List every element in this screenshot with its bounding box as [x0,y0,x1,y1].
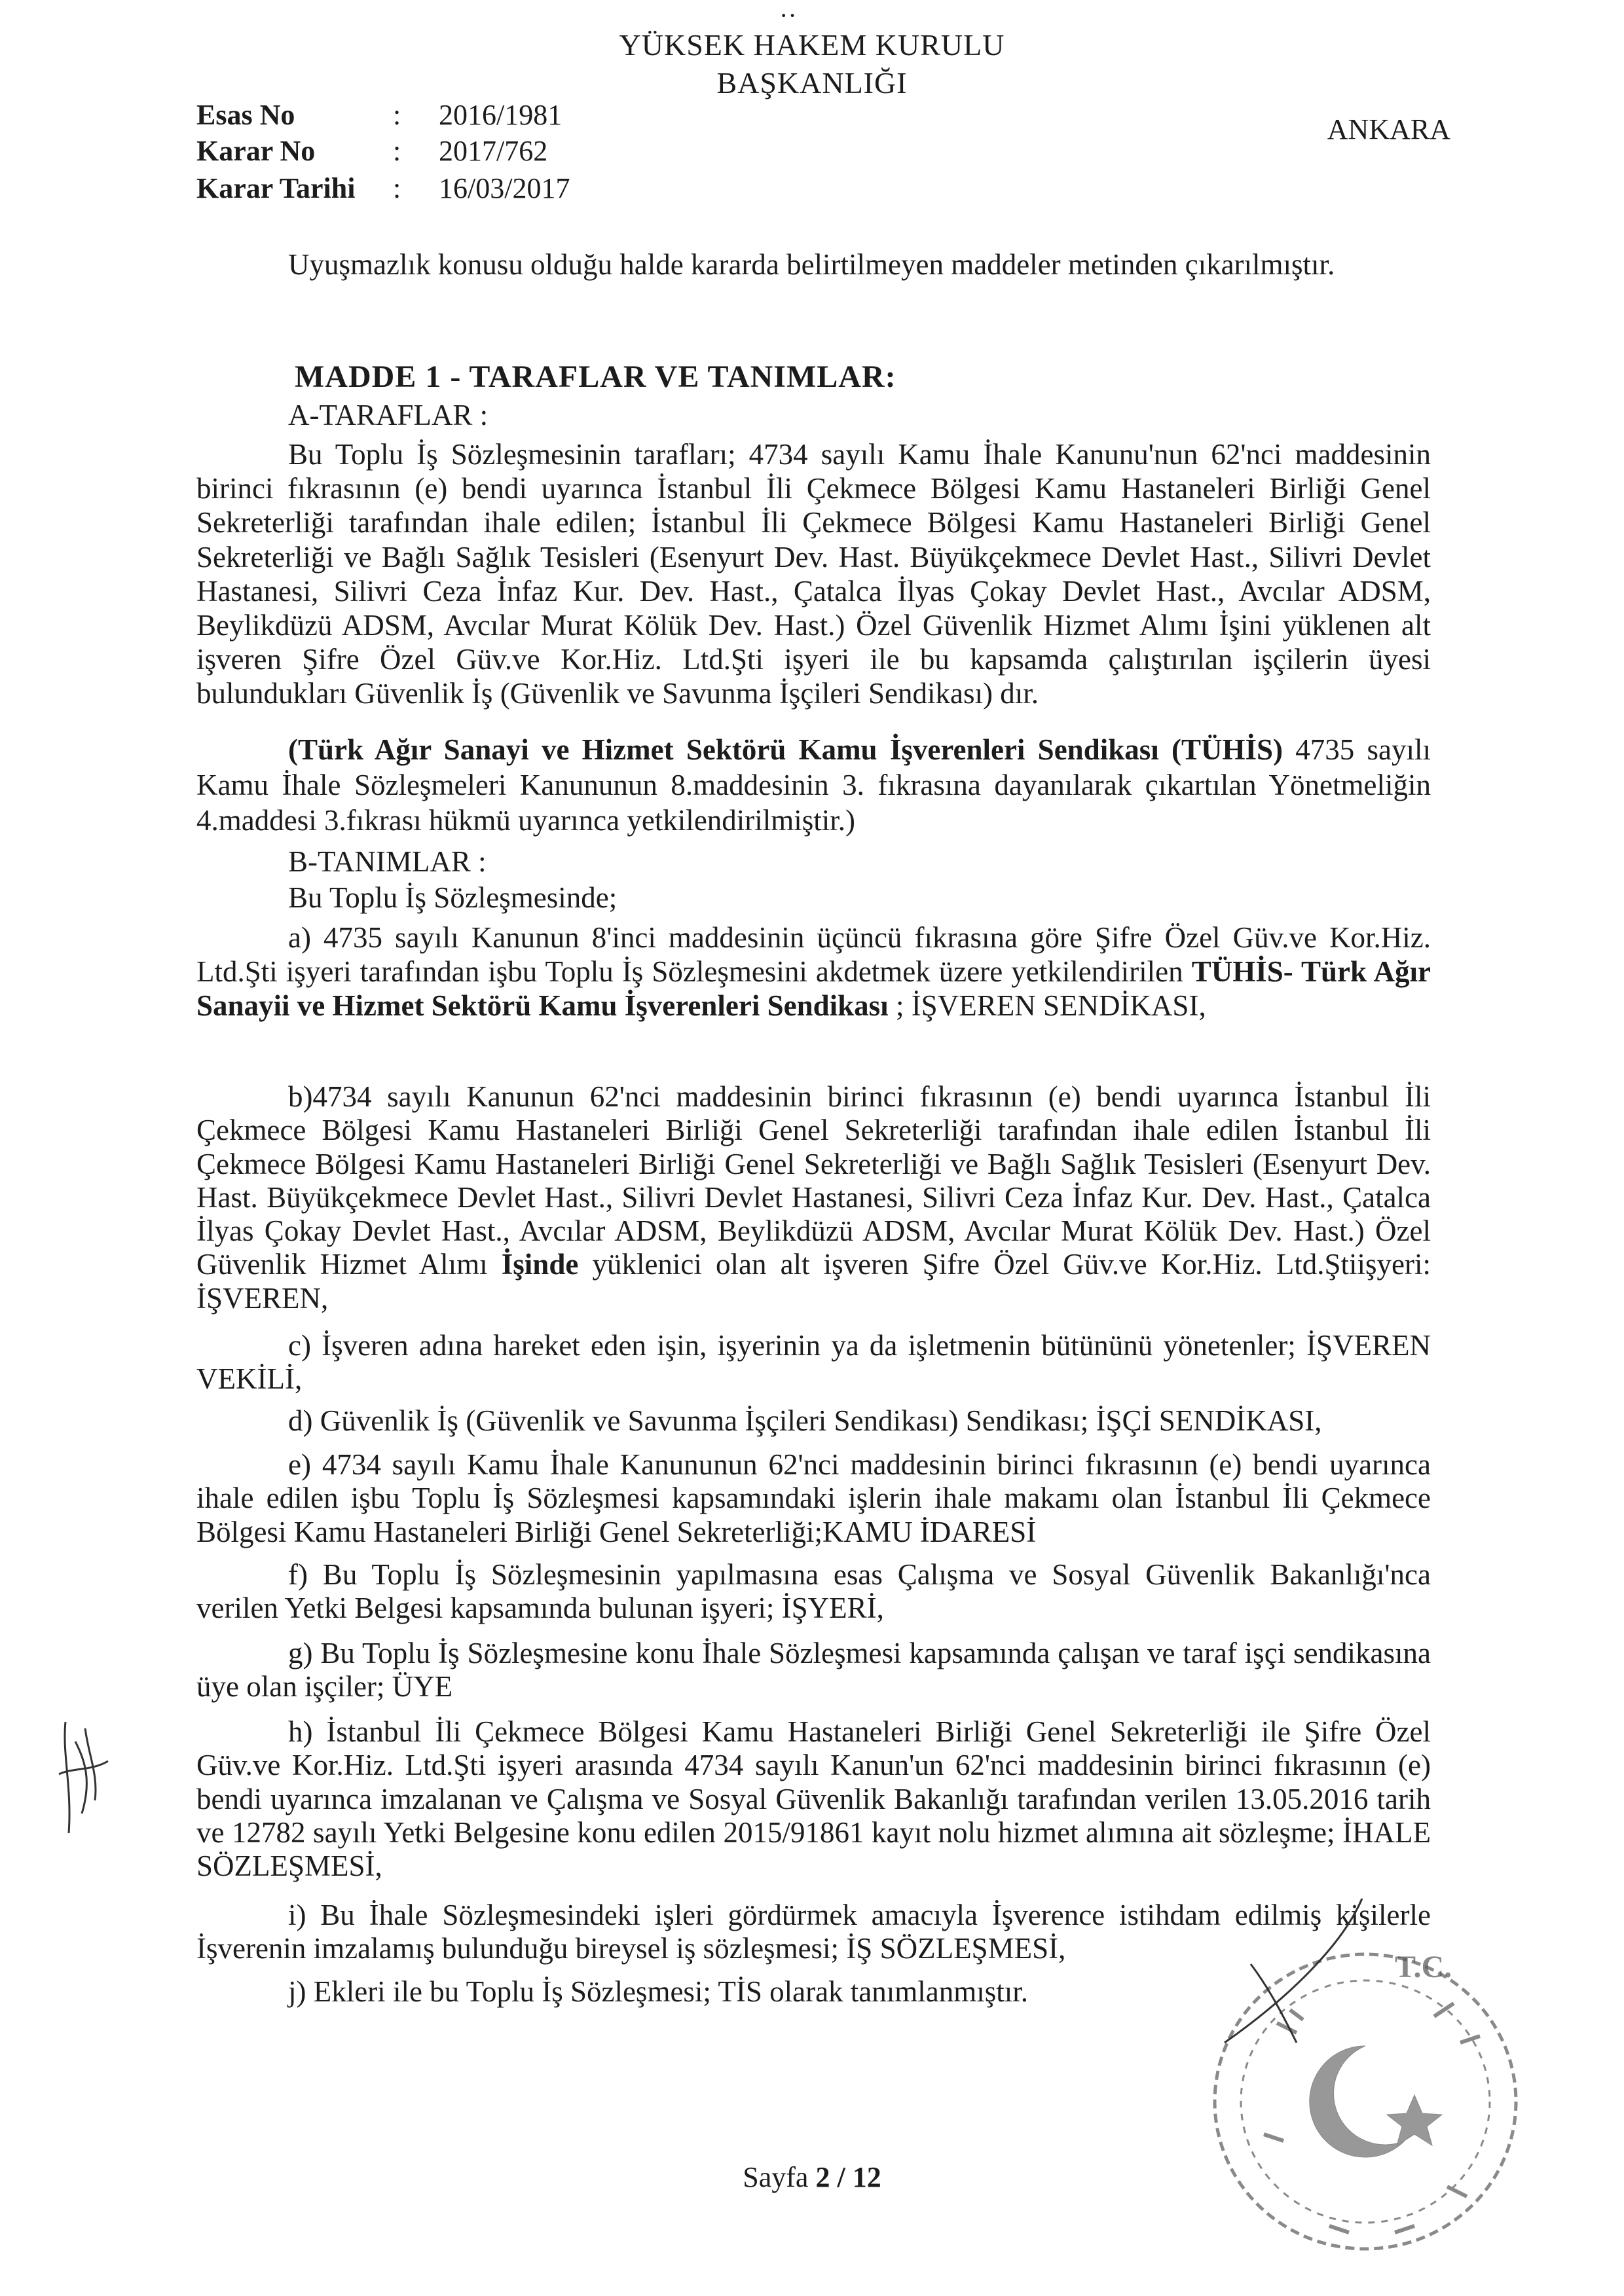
meta-label: Karar No [196,135,316,167]
meta-karar-no [196,134,547,173]
definition-item-g: g) Bu Toplu İş Sözleşmesine konu İhale Sözleşmesi kapsamında çalışan ve taraf işçi sendikasına üye olan işçiler; ÜYE [196,1637,1431,1704]
item-a-pre: a) 4735 sayılı Kanunun 8'inci maddesinin üçüncü fıkrasına göre Şifre Özel Güv.ve Kor.Hiz. Ltd.Şti işyeri tarafından işbu Toplu İş Sözleşmesini akdetmek üzere yetkilendirilen [196,921,1431,989]
tuhis-paragraph [196,732,1431,838]
definition-item-b [196,1080,1431,1315]
page-prefix: Sayfa [743,2161,809,2193]
item-a-bold: TÜHİS- Türk Ağır Sanayii ve Hizmet Sektörü Kamu İşverenleri Sendikası [196,955,1431,1023]
page-sep: / [837,2161,845,2193]
item-b-bold: İşinde [501,1248,579,1281]
definition-item-j: j) Ekleri ile bu Toplu İş Sözleşmesi; TİS olarak tanımlanmıştır. [288,1975,1029,2008]
official-stamp [1198,1938,1539,2291]
definition-item-i: i) Bu İhale Sözleşmesindeki işleri gördürmek amacıyla İşverence istihdam edilmiş kişilerle İşverenin imzalamış bulunduğu bireysel iş sözleşmesi; İŞ SÖZLEŞMESİ, [196,1899,1431,1965]
meta-label: Karar Tarihi [196,172,356,204]
b-tanimlar-title: B-TANIMLAR : [288,845,487,878]
b-tanimlar-intro: Bu Toplu İş Sözleşmesinde; [288,881,618,914]
page-total: 12 [852,2161,881,2193]
item-b-pre: b)4734 sayılı Kanunun 62'nci maddesinin birinci fıkrasının (e) bendi uyarınca İstanbul İli Çekmece Bölgesi Kamu Hastaneleri Birliği Genel Sekreterliği tarafından ihale edilen İstanbul İli Çekmece Bölgesi Kamu Hastaneleri Birliği Genel Sekreterliği ve Bağlı Sağlık Tesisleri (Esenyurt Dev. Hast. Büyükçekmece Devlet Hast., Silivri Devlet Hastanesi, Silivri Ceza İnfaz Kur. Dev. Hast., Çatalca İlyas Çokay Devlet Hast., Avcılar ADSM, Beylikdüzü ADSM, Avcılar Murat Kölük Dev. Hast.) Özel Güvenlik Hizmet Alımı [196,1080,1431,1281]
top-mark: ·· [779,1,797,30]
definition-item-e: e) 4734 sayılı Kamu İhale Kanununun 62'nci maddesinin birinci fıkrasının (e) bendi uyarınca ihale edilen işbu Toplu İş Sözleşmesi kapsamındaki işlerin ihale makamı olan İstanbul İli Çekmece Bölgesi Kamu Hastaneleri Birliği Genel Sekreterliği;KAMU İDARESİ [196,1448,1431,1548]
meta-value: 2016/1981 [439,99,563,131]
meta-value: 2017/762 [439,135,548,167]
intro-paragraph: Uyuşmazlık konusu olduğu halde kararda belirtilmeyen maddeler metinden çıkarılmıştır. [288,248,1335,281]
definition-item-c: c) İşveren adına hareket eden işin, işyerinin ya da işletmenin bütününü yönetenler; İŞVEREN VEKİLİ, [196,1329,1431,1396]
signature-mark [46,1715,118,1846]
definition-item-f: f) Bu Toplu İş Sözleşmesinin yapılmasına esas Çalışma ve Sosyal Güvenlik Bakanlığı'nca verilen Yetki Belgesi kapsamında bulunan işyeri; İŞYERİ, [196,1558,1431,1625]
definition-item-d: d) Güvenlik İş (Güvenlik ve Savunma İşçileri Sendikası) Sendikası; İŞÇİ SENDİKASI, [288,1404,1322,1437]
meta-sep: : [393,172,401,204]
madde-1-heading: MADDE 1 - TARAFLAR VE TANIMLAR: [295,359,896,394]
item-a-post: ; İŞVEREN SENDİKASI, [895,989,1206,1023]
meta-value: 16/03/2017 [439,172,570,204]
page-current: 2 [815,2161,830,2193]
meta-label: Esas No [196,99,295,131]
meta-sep: : [393,99,401,131]
tuhis-rest-text: 4735 sayılı Kamu İhale Sözleşmeleri Kanununun 8.maddesinin 3. fıkrasına dayanılarak çıkartılan Yönetmeliğin 4.maddesi 3.fıkrası hükmü uyarınca yetkilendirilmiştir.) [196,733,1431,837]
meta-karar-tarihi [196,172,570,211]
meta-esas-no [196,98,562,137]
item-b-post: yüklenici olan alt işveren Şifre Özel Güv.ve Kor.Hiz. Ltd.Ştiişyeri: İŞVEREN, [196,1248,1431,1315]
org-name-line1: YÜKSEK HAKEM KURULU [619,28,1005,62]
a-taraflar-title: A-TARAFLAR : [288,399,489,431]
a-taraflar-text: Bu Toplu İş Sözleşmesinin tarafları; 4734 sayılı Kamu İhale Kanunu'nun 62'nci maddesinin birinci fıkrasının (e) bendi uyarınca İstanbul İli Çekmece Bölgesi Kamu Hastaneleri Birliği Genel Sekreterliği tarafından ihale edilen; İstanbul İli Çekmece Bölgesi Kamu Hastaneleri Birliği Genel Sekreterliği ve Bağlı Sağlık Tesisleri (Esenyurt Dev. Hast. Büyükçekmece Devlet Hast., Silivri Devlet Hastanesi, Silivri Ceza İnfaz Kur. Dev. Hast., Çatalca İlyas Çokay Devlet Hast., Avcılar ADSM, Beylikdüzü ADSM, Avcılar Murat Kölük Dev. Hast.) Özel Güvenlik Hizmet Alımı İşini yüklenen alt işveren Şifre Özel Güv.ve Kor.Hiz. Ltd.Şti işyeri ile bu kapsamda çalıştırılan işçilerin üyesi bulundukları Güvenlik İş (Güvenlik ve Savunma İşçileri Sendikası) dır. [196,438,1431,710]
definition-item-a [196,920,1431,1023]
stamp-text: T.C. [1395,1950,1452,1984]
tuhis-bold-text: (Türk Ağır Sanayi ve Hizmet Sektörü Kamu İşverenleri Sendikası (TÜHİS) [288,733,1283,766]
definition-item-h: h) İstanbul İli Çekmece Bölgesi Kamu Hastaneleri Birliği Genel Sekreterliği ile Şifre Özel Güv.ve Kor.Hiz. Ltd.Şti işyeri arasında 4734 sayılı Kanun'un 62'nci maddesinin birinci fıkrasının (e) bendi uyarınca imzalanan ve Çalışma ve Sosyal Güvenlik Bakanlığı tarafından verilen 13.05.2016 tarih ve 12782 sayılı Yetki Belgesine konu edilen 2015/91861 kayıt nolu hizmet alımına ait sözleşme; İHALE SÖZLEŞMESİ, [196,1715,1431,1883]
city-label: ANKARA [1327,113,1450,145]
meta-sep: : [393,135,401,167]
org-name-line2: BAŞKANLIĞI [716,66,908,100]
